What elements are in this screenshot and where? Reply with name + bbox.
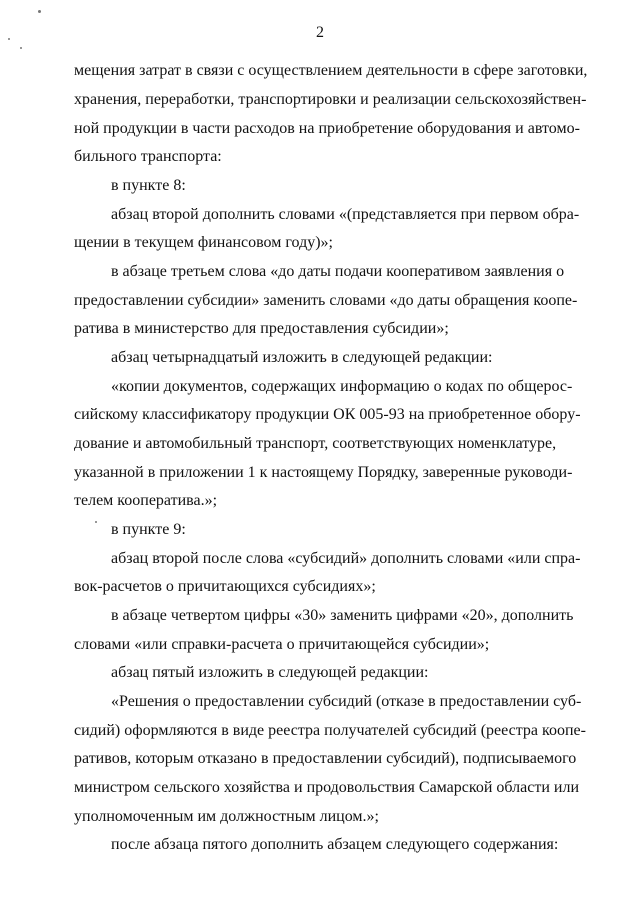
text-line: в абзаце третьем слова «до даты подачи кооперативом заявления о — [111, 263, 565, 280]
text-line: абзац четырнадцатый изложить в следующей редакции: — [111, 349, 493, 366]
text-line: предоставлении субсидии» заменить словами «до даты обращения коопе- — [74, 292, 578, 309]
text-line: «копии документов, содержащих информацию о кодах по общерос- — [111, 378, 573, 395]
scan-speck — [38, 10, 41, 13]
text-line: дование и автомобильный транспорт, соответствующих номенклатуре, — [74, 435, 557, 452]
text-line: ной продукции в части расходов на приобретение оборудования и автомо- — [74, 120, 580, 137]
page-number: 2 — [316, 24, 324, 41]
text-line: сийскому классификатору продукции ОК 005-93 на приобретенное обору- — [74, 406, 581, 423]
text-line: в пункте 9: — [111, 521, 186, 538]
text-line: вок-расчетов о причитающихся субсидиях»; — [74, 578, 376, 595]
scan-speck — [95, 521, 97, 523]
text-line: уполномоченным им должностным лицом.»; — [74, 808, 379, 825]
text-line: мещения затрат в связи с осуществлением деятельности в сфере заготовки, — [74, 62, 588, 79]
text-line: в пункте 8: — [111, 177, 186, 194]
text-line: хранения, переработки, транспортировки и реализации сельскохозяйствен- — [74, 91, 587, 108]
text-line: в абзаце четвертом цифры «30» заменить цифрами «20», дополнить — [111, 607, 574, 624]
text-line: бильного транспорта: — [74, 148, 222, 165]
text-line: министром сельского хозяйства и продовольствия Самарской области или — [74, 779, 579, 796]
text-line: «Решения о предоставлении субсидий (отказе в предоставлении суб- — [111, 693, 582, 710]
text-line: сидий) оформляются в виде реестра получателей субсидий (реестра коопе- — [74, 722, 586, 739]
text-line: ратива в министерство для предоставления субсидии»; — [74, 320, 449, 337]
text-line: после абзаца пятого дополнить абзацем следующего содержания: — [111, 836, 559, 853]
text-line: абзац второй после слова «субсидий» дополнить словами «или спра- — [111, 550, 581, 567]
text-line: абзац второй дополнить словами «(представляется при первом обра- — [111, 206, 580, 223]
text-line: ративов, которым отказано в предоставлении субсидий), подписываемого — [74, 750, 577, 767]
text-line: словами «или справки-расчета о причитающейся субсидии»; — [74, 636, 490, 653]
text-line: телем кооператива.»; — [74, 492, 218, 509]
scan-speck — [20, 47, 22, 49]
text-line: указанной в приложении 1 к настоящему Порядку, заверенные руководи- — [74, 464, 573, 481]
text-line: щении в текущем финансовом году)»; — [74, 234, 333, 251]
text-line: абзац пятый изложить в следующей редакции: — [111, 664, 429, 681]
scan-speck — [8, 38, 10, 40]
